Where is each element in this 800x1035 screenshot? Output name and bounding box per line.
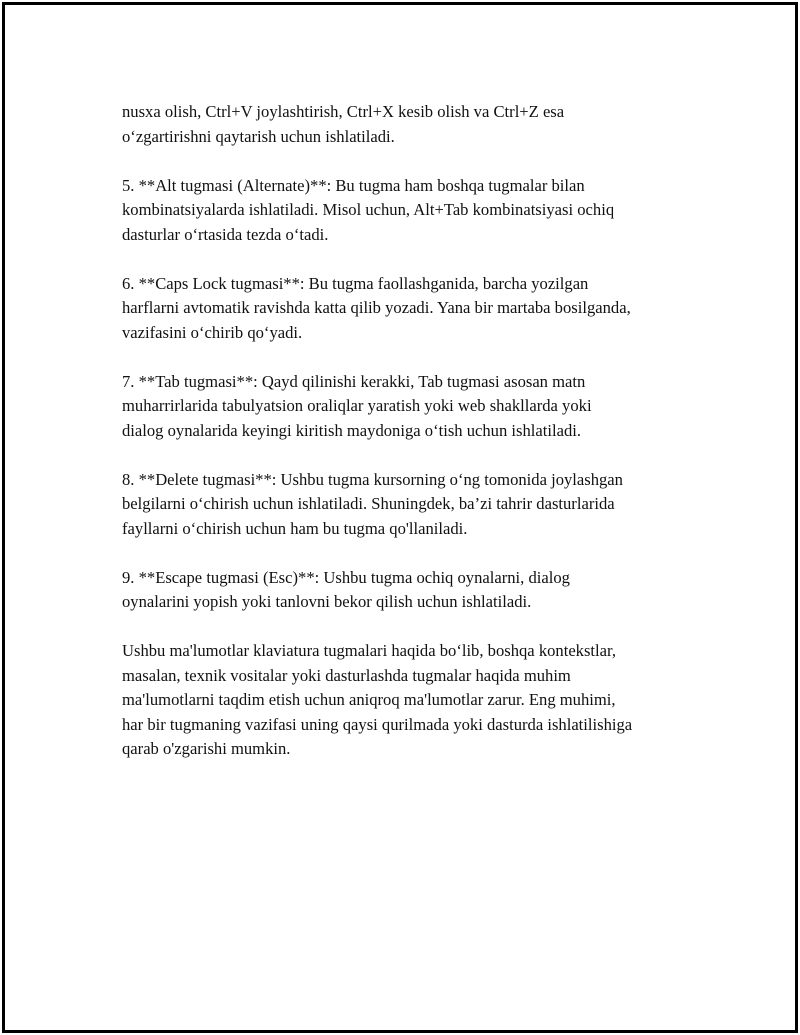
text-line: harflarni avtomatik ravishda katta qilib yozadi. Yana bir martaba bosilganda,: [122, 298, 631, 317]
text-line: har bir tugmaning vazifasi uning qaysi qurilmada yoki dasturda ishlatilishiga: [122, 714, 633, 734]
paragraph-delete-key: [122, 468, 722, 542]
paragraph-caps-lock-key: [122, 272, 722, 346]
paragraph-conclusion: [122, 639, 722, 762]
text-line: dasturlar o‘rtasida tezda o‘tadi.: [122, 224, 329, 244]
text-line: dialog oynalarida keyingi kiritish maydoniga o‘tish uchun ishlatiladi.: [122, 420, 582, 440]
text-line: belgilarni o‘chirish uchun ishlatiladi. Shuningdek, ba’zi tahrir dasturlarida: [122, 494, 615, 513]
text-line: kombinatsiyalarda ishlatiladi. Misol uchun, Alt+Tab kombinatsiyasi ochiq: [122, 200, 615, 219]
paragraph-alt-key: [122, 174, 722, 248]
text-line: nusxa olish, Ctrl+V joylashtirish, Ctrl+X kesib olish va Ctrl+Z esa: [122, 102, 565, 121]
paragraph-intro-continuation: [122, 100, 722, 149]
page-frame: [2, 2, 798, 1033]
text-line: ma'lumotlarni taqdim etish uchun aniqroq ma'lumotlar zarur. Eng muhimi,: [122, 690, 616, 709]
document-body: [122, 100, 722, 786]
text-line: 9. **Escape tugmasi (Esc)**: Ushbu tugma ochiq oynalarni, dialog: [122, 567, 570, 587]
text-line: vazifasini o‘chirib qo‘yadi.: [122, 322, 303, 342]
text-line: 8. **Delete tugmasi**: Ushbu tugma kursorning o‘ng tomonida joylashgan: [122, 469, 623, 489]
text-line: Ushbu ma'lumotlar klaviatura tugmalari haqida bo‘lib, boshqa kontekstlar,: [122, 641, 617, 660]
text-line: muharrirlarida tabulyatsion oraliqlar yaratish yoki web shakllarda yoki: [122, 396, 592, 415]
text-line: o‘zgartirishni qaytarish uchun ishlatiladi.: [122, 126, 395, 146]
paragraph-escape-key: [122, 566, 722, 615]
text-line: oynalarini yopish yoki tanlovni bekor qilish uchun ishlatiladi.: [122, 592, 532, 611]
text-line: masalan, texnik vositalar yoki dasturlashda tugmalar haqida muhim: [122, 665, 571, 685]
paragraph-tab-key: [122, 370, 722, 444]
text-line: 5. **Alt tugmasi (Alternate)**: Bu tugma ham boshqa tugmalar bilan: [122, 175, 585, 195]
text-line: 7. **Tab tugmasi**: Qayd qilinishi kerakki, Tab tugmasi asosan matn: [122, 371, 586, 391]
text-line: qarab o'zgarishi mumkin.: [122, 739, 291, 758]
text-line: fayllarni o‘chirish uchun ham bu tugma qo'llaniladi.: [122, 518, 468, 538]
text-line: 6. **Caps Lock tugmasi**: Bu tugma faollashganida, barcha yozilgan: [122, 273, 589, 293]
